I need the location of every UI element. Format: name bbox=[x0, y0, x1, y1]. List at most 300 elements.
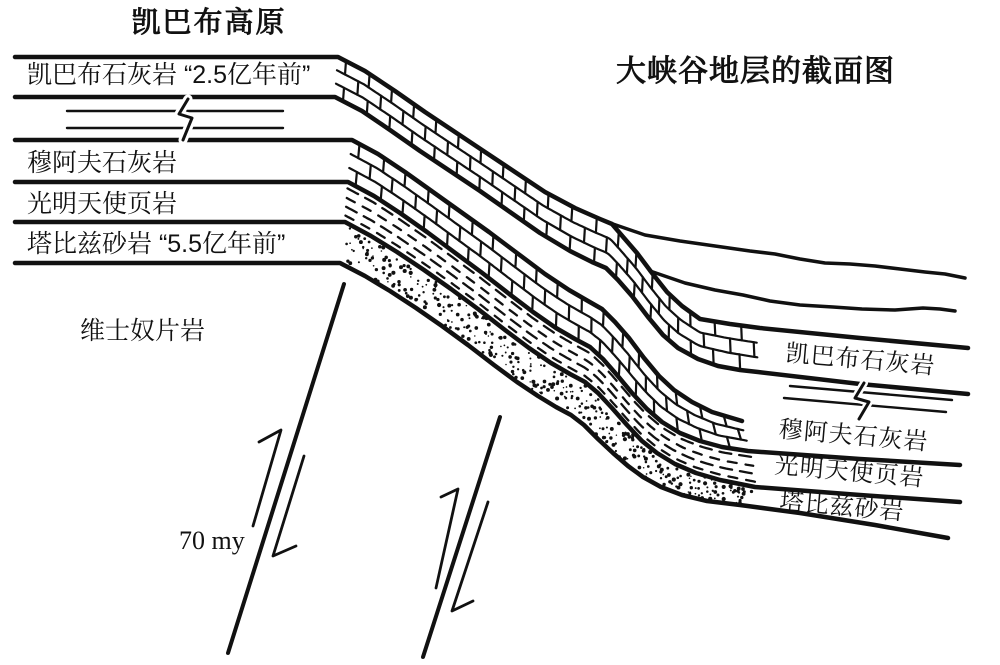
tapeats-sandstone-grain bbox=[529, 370, 531, 372]
tapeats-sandstone-grain bbox=[610, 427, 614, 431]
tapeats-sandstone-grain bbox=[607, 440, 609, 442]
tapeats-sandstone-grain bbox=[623, 437, 627, 441]
tapeats-sandstone-grain bbox=[543, 365, 546, 368]
tapeats-sandstone-grain bbox=[443, 295, 446, 298]
tapeats-sandstone-grain bbox=[348, 261, 352, 265]
tapeats-sandstone-grain bbox=[636, 445, 639, 448]
tapeats-sandstone-grain bbox=[508, 355, 512, 359]
tapeats-sandstone-grain bbox=[662, 474, 664, 476]
tapeats-sandstone-grain bbox=[463, 326, 465, 328]
kaibab-limestone-brick-joint bbox=[470, 156, 471, 170]
muav-limestone-brick-joint bbox=[629, 356, 630, 372]
tapeats-sandstone-grain bbox=[507, 346, 509, 348]
tapeats-sandstone-grain bbox=[365, 252, 369, 256]
tapeats-sandstone-grain bbox=[357, 234, 361, 238]
tapeats-sandstone-grain bbox=[602, 427, 605, 430]
kaibab-limestone-brick-joint bbox=[380, 96, 381, 110]
tapeats-sandstone-grain bbox=[580, 411, 582, 413]
muav-limestone-brick-joint bbox=[612, 337, 613, 353]
fault-age-label: 70 my bbox=[179, 526, 245, 555]
tapeats-sandstone-grain bbox=[460, 318, 464, 322]
tapeats-sandstone-grain bbox=[646, 473, 648, 475]
tapeats-sandstone-grain bbox=[732, 491, 735, 494]
tapeats-sandstone-grain bbox=[487, 323, 491, 327]
tapeats-sandstone-grain bbox=[467, 337, 471, 341]
tapeats-sandstone-grain bbox=[423, 300, 426, 303]
right-fault-line bbox=[423, 417, 500, 657]
left-fault-up-arrow-icon bbox=[253, 430, 281, 526]
tapeats-sandstone-grain bbox=[435, 287, 437, 289]
tapeats-sandstone-grain bbox=[647, 465, 650, 468]
tapeats-sandstone-grain bbox=[489, 331, 491, 333]
tapeats-sandstone-grain bbox=[602, 436, 606, 440]
tapeats-sandstone-grain bbox=[365, 257, 367, 259]
tapeats-sandstone-grain bbox=[397, 280, 400, 283]
tapeats-sandstone-grain bbox=[740, 496, 743, 499]
tapeats-sandstone-grain bbox=[587, 417, 591, 421]
tapeats-sandstone-grain bbox=[717, 494, 720, 497]
tapeats-sandstone-grain bbox=[555, 396, 559, 400]
tapeats-sandstone-grain bbox=[488, 335, 490, 337]
tapeats-sandstone-grain bbox=[597, 398, 600, 401]
tapeats-sandstone-grain bbox=[627, 458, 629, 460]
tapeats-sandstone-grain bbox=[695, 487, 697, 489]
tapeats-sandstone-grain bbox=[581, 402, 584, 405]
kaibab-limestone-brick-joint bbox=[403, 111, 404, 125]
tapeats-sandstone-grain bbox=[584, 406, 587, 409]
tapeats-sandstone-grain bbox=[520, 376, 524, 380]
tapeats-sandstone-grain bbox=[382, 272, 385, 275]
tapeats-sandstone-grain bbox=[560, 372, 564, 376]
tapeats-sandstone-grain bbox=[698, 494, 700, 496]
tapeats-sandstone-grain bbox=[730, 489, 732, 491]
tapeats-sandstone-grain bbox=[517, 368, 519, 370]
tapeats-sandstone-grain bbox=[491, 333, 494, 336]
kaibab-limestone-brick-joint bbox=[741, 326, 742, 341]
tapeats-sandstone-grain bbox=[422, 286, 424, 288]
kaibab-limestone-brick-joint bbox=[754, 342, 755, 357]
tapeats-sandstone-grain bbox=[689, 478, 691, 480]
tapeats-sandstone-grain bbox=[706, 490, 709, 493]
tapeats-sandstone-grain bbox=[565, 376, 567, 378]
muav-limestone-brick-joint bbox=[392, 179, 393, 193]
kaibab-limestone-brick-joint bbox=[357, 81, 358, 94]
tapeats-sandstone-grain bbox=[351, 249, 353, 251]
tapeats-sandstone-grain bbox=[398, 289, 401, 292]
tapeats-sandstone-grain bbox=[422, 291, 424, 293]
tapeats-sandstone-grain bbox=[606, 426, 608, 428]
tapeats-sandstone-grain bbox=[666, 467, 669, 470]
tapeats-sandstone-grain bbox=[631, 438, 634, 441]
tapeats-sandstone-grain bbox=[439, 313, 442, 316]
tapeats-sandstone-grain bbox=[396, 258, 398, 260]
plateau-title: 凯巴布高原 bbox=[131, 7, 287, 39]
tapeats-sandstone-grain bbox=[565, 397, 568, 400]
kaibab-limestone-brick-joint bbox=[606, 237, 607, 252]
kaibab-limestone-brick-joint bbox=[515, 187, 516, 201]
tapeats-sandstone-grain bbox=[689, 491, 691, 493]
tapeats-sandstone-grain bbox=[455, 327, 458, 330]
tapeats-sandstone-grain bbox=[593, 406, 597, 410]
tapeats-sandstone-grain bbox=[504, 345, 506, 347]
tapeats-sandstone-grain bbox=[594, 416, 597, 419]
tapeats-sandstone-grain bbox=[738, 491, 740, 493]
tapeats-sandstone-grain bbox=[474, 326, 478, 330]
tapeats-sandstone-grain bbox=[359, 240, 363, 244]
tapeats-sandstone-grain bbox=[706, 486, 708, 488]
tapeats-sandstone-grain bbox=[742, 492, 746, 496]
tapeats-sandstone-grain bbox=[469, 330, 472, 333]
tapeats-sandstone-grain bbox=[722, 497, 726, 501]
tapeats-sandstone-grain bbox=[701, 492, 703, 494]
tapeats-sandstone-grain bbox=[530, 365, 532, 367]
tapeats-sandstone-grain bbox=[737, 487, 740, 490]
tapeats-sandstone-grain bbox=[605, 418, 607, 420]
tapeats-sandstone-grain bbox=[500, 346, 502, 348]
tapeats-sandstone-grain bbox=[451, 321, 453, 323]
tapeats-sandstone-grain bbox=[358, 261, 360, 263]
tapeats-sandstone-grain bbox=[405, 292, 408, 295]
tapeats-sandstone-grain bbox=[589, 393, 592, 396]
tapeats-sandstone-grain bbox=[607, 417, 609, 419]
tapeats-sandstone-grain bbox=[649, 471, 652, 474]
tapeats-sandstone-grain bbox=[388, 273, 392, 277]
tapeats-sandstone-grain bbox=[418, 294, 421, 297]
tapeats-sandstone-grain bbox=[433, 283, 437, 287]
tapeats-sandstone-grain bbox=[686, 473, 690, 477]
tapeats-sandstone-grain bbox=[629, 448, 632, 451]
tapeats-sandstone-grain bbox=[417, 280, 419, 282]
tapeats-sandstone-grain bbox=[657, 464, 661, 468]
tapeats-sandstone-grain bbox=[391, 284, 395, 288]
tapeats-sandstone-grain bbox=[514, 343, 517, 346]
tapeats-sandstone-grain bbox=[540, 391, 543, 394]
tapeats-sandstone-grain bbox=[467, 313, 470, 316]
tapeats-sandstone-grain bbox=[566, 386, 568, 388]
tapeats-sandstone-grain bbox=[490, 346, 493, 349]
muav-limestone-brick-joint bbox=[415, 195, 416, 209]
tapeats-sandstone-grain bbox=[381, 250, 383, 252]
muav-limestone-brick-joint bbox=[436, 210, 437, 224]
muav-limestone-brick-joint bbox=[545, 290, 546, 305]
tapeats-sandstone-grain bbox=[362, 246, 364, 248]
kaibab-limestone-brick-joint bbox=[560, 216, 561, 231]
tapeats-sandstone-grain bbox=[491, 341, 494, 344]
tapeats-sandstone-grain bbox=[457, 303, 461, 307]
tapeats-sandstone-grain bbox=[605, 412, 608, 415]
tapeats-sandstone-grain bbox=[469, 317, 471, 319]
tapeats-sandstone-grain bbox=[561, 380, 564, 383]
tapeats-sandstone-grain bbox=[633, 455, 637, 459]
tapeats-sandstone-grain bbox=[403, 288, 407, 292]
tapeats-sandstone-grain bbox=[499, 336, 503, 340]
muav-limestone-brick-joint bbox=[370, 165, 371, 179]
tapeats-sandstone-grain bbox=[406, 264, 410, 268]
tapeats-sandstone-grain bbox=[399, 265, 403, 269]
tapeats-sandstone-grain bbox=[474, 335, 475, 336]
tapeats-sandstone-grain bbox=[398, 283, 401, 286]
tapeats-sandstone-grain bbox=[713, 482, 716, 485]
tapeats-sandstone-grain bbox=[599, 427, 601, 429]
tapeats-sandstone-grain bbox=[388, 259, 391, 262]
tapeats-sandstone-grain bbox=[488, 349, 491, 352]
tapeats-sandstone-grain bbox=[447, 304, 451, 308]
tapeats-sandstone-grain bbox=[446, 295, 449, 298]
kaibab-limestone-brick-joint bbox=[713, 349, 714, 363]
tapeats-sandstone-grain bbox=[672, 478, 676, 482]
tapeats-sandstone-grain bbox=[409, 296, 413, 300]
tapeats-sandstone-grain bbox=[512, 373, 515, 376]
tapeats-sandstone-grain bbox=[387, 281, 389, 283]
tapeats-sandstone-grain bbox=[474, 313, 478, 317]
tapeats-sandstone-grain bbox=[675, 467, 678, 470]
upper-surface-wavy-line-1 bbox=[610, 223, 965, 278]
tapeats-sandstone-grain bbox=[690, 476, 692, 478]
tapeats-sandstone-grain bbox=[466, 305, 468, 307]
tapeats-sandstone-grain bbox=[403, 264, 406, 267]
tapeats-sandstone-grain bbox=[375, 268, 378, 271]
bright-angel-shale-dash-row bbox=[346, 207, 755, 474]
tapeats-sandstone-grain bbox=[461, 335, 464, 338]
tapeats-sandstone-grain bbox=[715, 485, 718, 488]
tapeats-sandstone-grain bbox=[432, 293, 434, 295]
tapeats-sandstone-grain bbox=[372, 255, 374, 257]
kaibab-limestone-brick-joint bbox=[740, 354, 741, 369]
right-label-bright-angel-shale: 光明天使页岩 bbox=[773, 452, 926, 492]
tapeats-sandstone-grain bbox=[509, 361, 512, 364]
tapeats-sandstone-grain bbox=[571, 397, 573, 399]
left-label-vishnu-schist: 维士奴片岩 bbox=[80, 317, 206, 345]
tapeats-sandstone-grain bbox=[505, 364, 507, 366]
tapeats-sandstone-grain bbox=[366, 249, 369, 252]
tapeats-sandstone-grain bbox=[679, 475, 682, 478]
tapeats-sandstone-grain bbox=[565, 391, 567, 393]
tapeats-sandstone-grain bbox=[659, 470, 662, 473]
tapeats-sandstone-grain bbox=[633, 446, 635, 448]
upper-surface-wavy-line-2 bbox=[650, 271, 955, 311]
tapeats-sandstone-grain bbox=[474, 341, 477, 344]
kaibab-limestone-brick-joint bbox=[730, 338, 731, 353]
tapeats-sandstone-grain bbox=[512, 366, 514, 368]
muav-limestone-brick-joint bbox=[501, 257, 502, 272]
tapeats-sandstone-grain bbox=[615, 443, 617, 445]
left-label-tapeats-sandstone: 塔比兹砂岩 “5.5亿年前” bbox=[27, 230, 286, 258]
tapeats-sandstone-grain bbox=[601, 412, 604, 415]
tapeats-sandstone-grain bbox=[722, 485, 726, 489]
tapeats-sandstone-grain bbox=[678, 482, 682, 486]
tapeats-sandstone-grain bbox=[511, 370, 514, 373]
tapeats-sandstone-grain bbox=[353, 250, 355, 252]
muav-limestone-brick-joint bbox=[480, 242, 481, 257]
tapeats-sandstone-grain bbox=[695, 493, 697, 495]
tapeats-sandstone-grain bbox=[357, 238, 359, 240]
kaibab-limestone-brick-joint bbox=[627, 259, 628, 274]
tapeats-sandstone-grain bbox=[373, 265, 375, 267]
tapeats-sandstone-grain bbox=[449, 326, 452, 329]
tapeats-sandstone-grain bbox=[645, 461, 648, 464]
tapeats-sandstone-grain bbox=[741, 487, 745, 491]
tapeats-sandstone-grain bbox=[618, 422, 621, 425]
kaibab-limestone-brick-joint bbox=[492, 172, 493, 186]
tapeats-sandstone-grain bbox=[589, 423, 592, 426]
tapeats-sandstone-grain bbox=[534, 385, 537, 388]
tapeats-sandstone-grain bbox=[505, 352, 507, 354]
tapeats-sandstone-grain bbox=[423, 305, 427, 309]
tapeats-sandstone-grain bbox=[349, 227, 351, 229]
tapeats-sandstone-grain bbox=[489, 353, 493, 357]
tapeats-sandstone-grain bbox=[542, 385, 545, 388]
tapeats-sandstone-grain bbox=[737, 496, 739, 498]
tapeats-sandstone-grain bbox=[371, 256, 374, 259]
left-label-kaibab-limestone: 凯巴布石灰岩 “2.5亿年前” bbox=[27, 61, 311, 89]
tapeats-sandstone-grain bbox=[501, 355, 503, 357]
tapeats-sandstone-grain bbox=[443, 310, 446, 313]
tapeats-sandstone-grain bbox=[349, 242, 351, 244]
tapeats-sandstone-grain bbox=[690, 486, 693, 489]
tapeats-sandstone-grain bbox=[633, 449, 637, 453]
tapeats-sandstone-grain bbox=[616, 434, 617, 435]
tapeats-sandstone-grain bbox=[599, 416, 601, 418]
tapeats-sandstone-grain bbox=[384, 256, 387, 259]
tapeats-sandstone-grain bbox=[417, 283, 419, 285]
tapeats-sandstone-grain bbox=[529, 358, 531, 360]
tapeats-sandstone-grain bbox=[517, 361, 519, 363]
tapeats-sandstone-grain bbox=[637, 454, 640, 457]
tapeats-sandstone-grain bbox=[410, 288, 413, 291]
tapeats-sandstone-grain bbox=[389, 264, 392, 267]
tapeats-sandstone-grain bbox=[368, 259, 371, 262]
tapeats-sandstone-grain bbox=[574, 407, 576, 409]
tapeats-sandstone-grain bbox=[641, 447, 643, 449]
right-label-kaibab-limestone: 凯巴布石灰岩 bbox=[784, 340, 937, 380]
tapeats-sandstone-grain bbox=[667, 473, 671, 477]
kaibab-limestone-brick-joint bbox=[704, 333, 705, 347]
kaibab-limestone-brick-joint bbox=[425, 127, 426, 141]
tapeats-sandstone-grain bbox=[560, 392, 564, 396]
tapeats-sandstone-grain bbox=[697, 487, 700, 490]
tapeats-sandstone-grain bbox=[730, 486, 733, 489]
tapeats-sandstone-grain bbox=[451, 304, 453, 306]
tapeats-sandstone-grain bbox=[595, 400, 597, 402]
tapeats-sandstone-grain bbox=[540, 364, 542, 366]
tapeats-sandstone-grain bbox=[714, 497, 716, 499]
tapeats-sandstone-grain bbox=[531, 380, 535, 384]
tapeats-sandstone-grain bbox=[556, 382, 559, 385]
tapeats-sandstone-grain bbox=[436, 298, 439, 301]
left-fault-down-arrow-icon bbox=[273, 456, 304, 556]
muav-limestone-brick-joint bbox=[666, 396, 667, 411]
tapeats-sandstone-grain bbox=[403, 269, 407, 273]
left-label-muav-limestone: 穆阿夫石灰岩 bbox=[27, 149, 178, 177]
tapeats-sandstone-grain bbox=[563, 387, 564, 388]
tapeats-sandstone-grain bbox=[483, 341, 486, 344]
tapeats-sandstone-grain bbox=[642, 448, 645, 451]
tapeats-sandstone-grain bbox=[570, 391, 572, 393]
tapeats-sandstone-grain bbox=[368, 241, 371, 244]
tapeats-sandstone-grain bbox=[566, 406, 569, 409]
tapeats-sandstone-grain bbox=[503, 336, 506, 339]
tapeats-sandstone-grain bbox=[378, 245, 382, 249]
tapeats-sandstone-grain bbox=[451, 310, 453, 312]
tapeats-sandstone-grain bbox=[409, 268, 411, 270]
tapeats-sandstone-grain bbox=[595, 410, 597, 412]
tapeats-sandstone-grain bbox=[522, 369, 525, 372]
right-fault-down-arrow-icon bbox=[452, 502, 488, 611]
tapeats-sandstone-grain bbox=[467, 324, 470, 327]
tapeats-sandstone-grain bbox=[579, 405, 582, 408]
tapeats-sandstone-grain bbox=[478, 341, 481, 344]
tapeats-sandstone-grain bbox=[553, 376, 556, 379]
kaibab-limestone-brick-joint bbox=[584, 228, 585, 243]
tapeats-sandstone-grain bbox=[609, 436, 612, 439]
tapeats-sandstone-grain bbox=[599, 408, 602, 411]
tapeats-sandstone-grain bbox=[572, 391, 574, 393]
tapeats-sandstone-grain bbox=[551, 382, 555, 386]
tapeats-sandstone-grain bbox=[655, 470, 657, 472]
tapeats-sandstone-grain bbox=[655, 460, 658, 463]
tapeats-sandstone-grain bbox=[493, 355, 496, 358]
tapeats-sandstone-grain bbox=[414, 298, 418, 302]
tapeats-sandstone-grain bbox=[638, 466, 642, 470]
left-label-bright-angel-shale: 光明天使页岩 bbox=[27, 190, 178, 218]
tapeats-sandstone-grain bbox=[676, 476, 679, 479]
tapeats-sandstone-grain bbox=[410, 276, 412, 278]
kaibab-limestone-brick-joint bbox=[447, 142, 448, 156]
tapeats-sandstone-grain bbox=[440, 293, 442, 295]
tapeats-sandstone-grain bbox=[371, 247, 373, 249]
tapeats-sandstone-grain bbox=[432, 288, 436, 292]
tapeats-sandstone-grain bbox=[576, 397, 580, 401]
tapeats-sandstone-grain bbox=[643, 467, 645, 469]
left-fault-line bbox=[228, 284, 344, 653]
right-label-muav-limestone: 穆阿夫石灰岩 bbox=[777, 416, 930, 456]
tapeats-sandstone-grain bbox=[628, 435, 631, 438]
tapeats-sandstone-grain bbox=[511, 352, 514, 355]
tapeats-sandstone-grain bbox=[622, 434, 626, 438]
tapeats-sandstone-grain bbox=[750, 490, 753, 493]
tapeats-sandstone-grain bbox=[697, 480, 700, 483]
kaibab-limestone-brick-joint bbox=[659, 299, 660, 314]
tapeats-sandstone-grain bbox=[345, 243, 348, 246]
tapeats-sandstone-grain bbox=[660, 477, 662, 479]
tapeats-sandstone-grain bbox=[671, 482, 673, 484]
tapeats-sandstone-grain bbox=[546, 388, 550, 392]
tapeats-sandstone-grain bbox=[722, 492, 725, 495]
tapeats-sandstone-grain bbox=[382, 266, 386, 270]
tapeats-sandstone-grain bbox=[528, 352, 530, 354]
tapeats-sandstone-grain bbox=[675, 485, 677, 487]
tapeats-sandstone-grain bbox=[569, 384, 573, 388]
tapeats-sandstone-grain bbox=[425, 284, 427, 286]
tapeats-sandstone-grain bbox=[530, 363, 532, 365]
tapeats-sandstone-grain bbox=[713, 490, 717, 494]
tapeats-sandstone-grain bbox=[703, 481, 707, 485]
right-fault-up-arrow-icon bbox=[436, 489, 458, 588]
tapeats-sandstone-grain bbox=[553, 371, 556, 374]
tapeats-sandstone-grain bbox=[456, 313, 460, 317]
muav-limestone-brick-joint bbox=[459, 227, 460, 242]
tapeats-sandstone-grain bbox=[391, 271, 395, 275]
tapeats-sandstone-grain bbox=[543, 380, 547, 384]
tapeats-sandstone-grain bbox=[652, 455, 655, 458]
tapeats-sandstone-grain bbox=[540, 387, 543, 390]
tapeats-sandstone-grain bbox=[709, 493, 711, 495]
kaibab-limestone-brick-joint bbox=[537, 202, 538, 216]
tapeats-sandstone-grain bbox=[442, 306, 444, 308]
tapeats-sandstone-grain bbox=[615, 450, 617, 452]
tapeats-sandstone-grain bbox=[447, 320, 450, 323]
kaibab-limestone-brick-joint bbox=[642, 277, 643, 292]
